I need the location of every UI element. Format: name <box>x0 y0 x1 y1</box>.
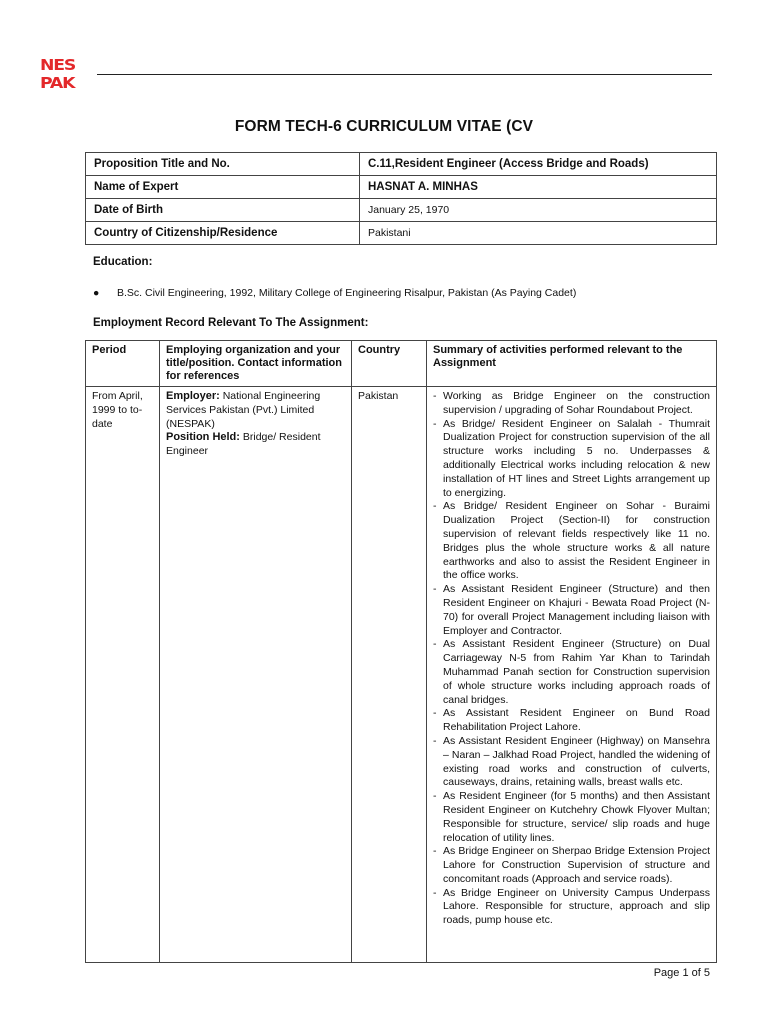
info-value: Pakistani <box>360 222 717 245</box>
employment-header-row <box>86 341 717 387</box>
info-table <box>85 152 717 245</box>
education-text: B.Sc. Civil Engineering, 1992, Military College of Engineering Risalpur, Pakistan (As Paying Cadet) <box>117 287 577 299</box>
employment-heading: Employment Record Relevant To The Assignment: <box>93 317 369 329</box>
summary-item: - Working as Bridge Engineer on the construction supervision / upgrading of Sohar Roundabout Project. <box>433 390 710 418</box>
summary-item: - As Assistant Resident Engineer (Structure) and then Resident Engineer on Khajuri - Bewata Road Project (N-70) for overall Project Management including liaison with Employer and Contractor. <box>433 583 710 638</box>
col-summary: Summary of activities performed relevant to the Assignment <box>427 341 717 387</box>
period-cell: From April, 1999 to to-date <box>86 387 160 963</box>
summary-item: - As Assistant Resident Engineer on Bund Road Rehabilitation Project Lahore. <box>433 707 710 735</box>
info-value: HASNAT A. MINHAS <box>360 176 717 199</box>
summary-list <box>433 390 710 928</box>
education-heading: Education: <box>93 256 153 268</box>
organization-cell <box>160 387 352 963</box>
country-cell: Pakistan <box>352 387 427 963</box>
col-period: Period <box>86 341 160 387</box>
employer-value: National Engineering Services Pakistan (Pvt.) Limited (NESPAK) <box>166 390 321 430</box>
summary-item: - As Bridge/ Resident Engineer on Salalah - Thumrait Dualization Project for construction supervision of the all structure works including 5 no. Underpasses & additionally Electrical works including relocation & new installation of HT lines and Street Lights arrangement up to energizing. <box>433 418 710 501</box>
summary-item: - As Bridge Engineer on Sherpao Bridge Extension Project Lahore for Construction Supervision of structure and concomitant roads (Approach and service roads). <box>433 845 710 886</box>
header-rule <box>97 74 712 75</box>
info-value: C.11,Resident Engineer (Access Bridge and Roads) <box>360 153 717 176</box>
info-row-dob <box>86 199 717 222</box>
position-label: Position Held: <box>166 431 240 444</box>
employer-label: Employer: <box>166 390 220 402</box>
logo-line-2: PAK <box>40 74 75 92</box>
info-value: January 25, 1970 <box>360 199 717 222</box>
summary-item: - As Assistant Resident Engineer (Highway) on Mansehra – Naran – Jalkhad Road Project, handled the widening of existing road works and construction of culverts, causeways, drains, retaining walls, breast walls etc. <box>433 735 710 790</box>
col-organization: Employing organization and your title/position. Contact information for references <box>160 341 352 387</box>
info-label: Name of Expert <box>86 176 360 199</box>
employment-row <box>86 387 717 963</box>
logo-line-1: NES <box>40 56 76 74</box>
info-label: Date of Birth <box>86 199 360 222</box>
summary-cell <box>427 387 717 963</box>
summary-item: - As Resident Engineer (for 5 months) and then Assistant Resident Engineer on Kutchehry Chowk Flyover Multan; Responsible for structure, service/ slip roads and huge relocation of utility lines. <box>433 790 710 845</box>
page-number: Page 1 of 5 <box>653 967 710 979</box>
summary-item: - As Bridge/ Resident Engineer on Sohar - Buraimi Dualization Project (Section-II) for construction supervision of relevant fields respectively like 11 no. Bridges plus the whole structure works & all nature earthworks and also to assist the Resident Engineer in the office works. <box>433 500 710 583</box>
position-value: Bridge/ Resident Engineer <box>166 431 321 458</box>
summary-item: - As Assistant Resident Engineer (Structure) on Dual Carriageway N-5 from Rahim Yar Khan to Tarindah Muhammad Panah section for Construction supervision of whole structure works including approach roads of canal bridges. <box>433 638 710 707</box>
info-row-citizenship <box>86 222 717 245</box>
education-item <box>93 287 576 299</box>
summary-item: - As Bridge Engineer on University Campus Underpass Lahore. Responsible for structure, approach and slip roads, pump house etc. <box>433 887 710 928</box>
info-row-name <box>86 176 717 199</box>
page-title: FORM TECH-6 CURRICULUM VITAE (CV <box>234 118 534 135</box>
info-label: Country of Citizenship/Residence <box>86 222 360 245</box>
bullet-icon: ● <box>93 287 100 299</box>
col-country: Country <box>352 341 427 387</box>
info-label: Proposition Title and No. <box>86 153 360 176</box>
info-row-proposition <box>86 153 717 176</box>
nespak-logo <box>40 58 90 90</box>
employment-table <box>85 340 717 963</box>
